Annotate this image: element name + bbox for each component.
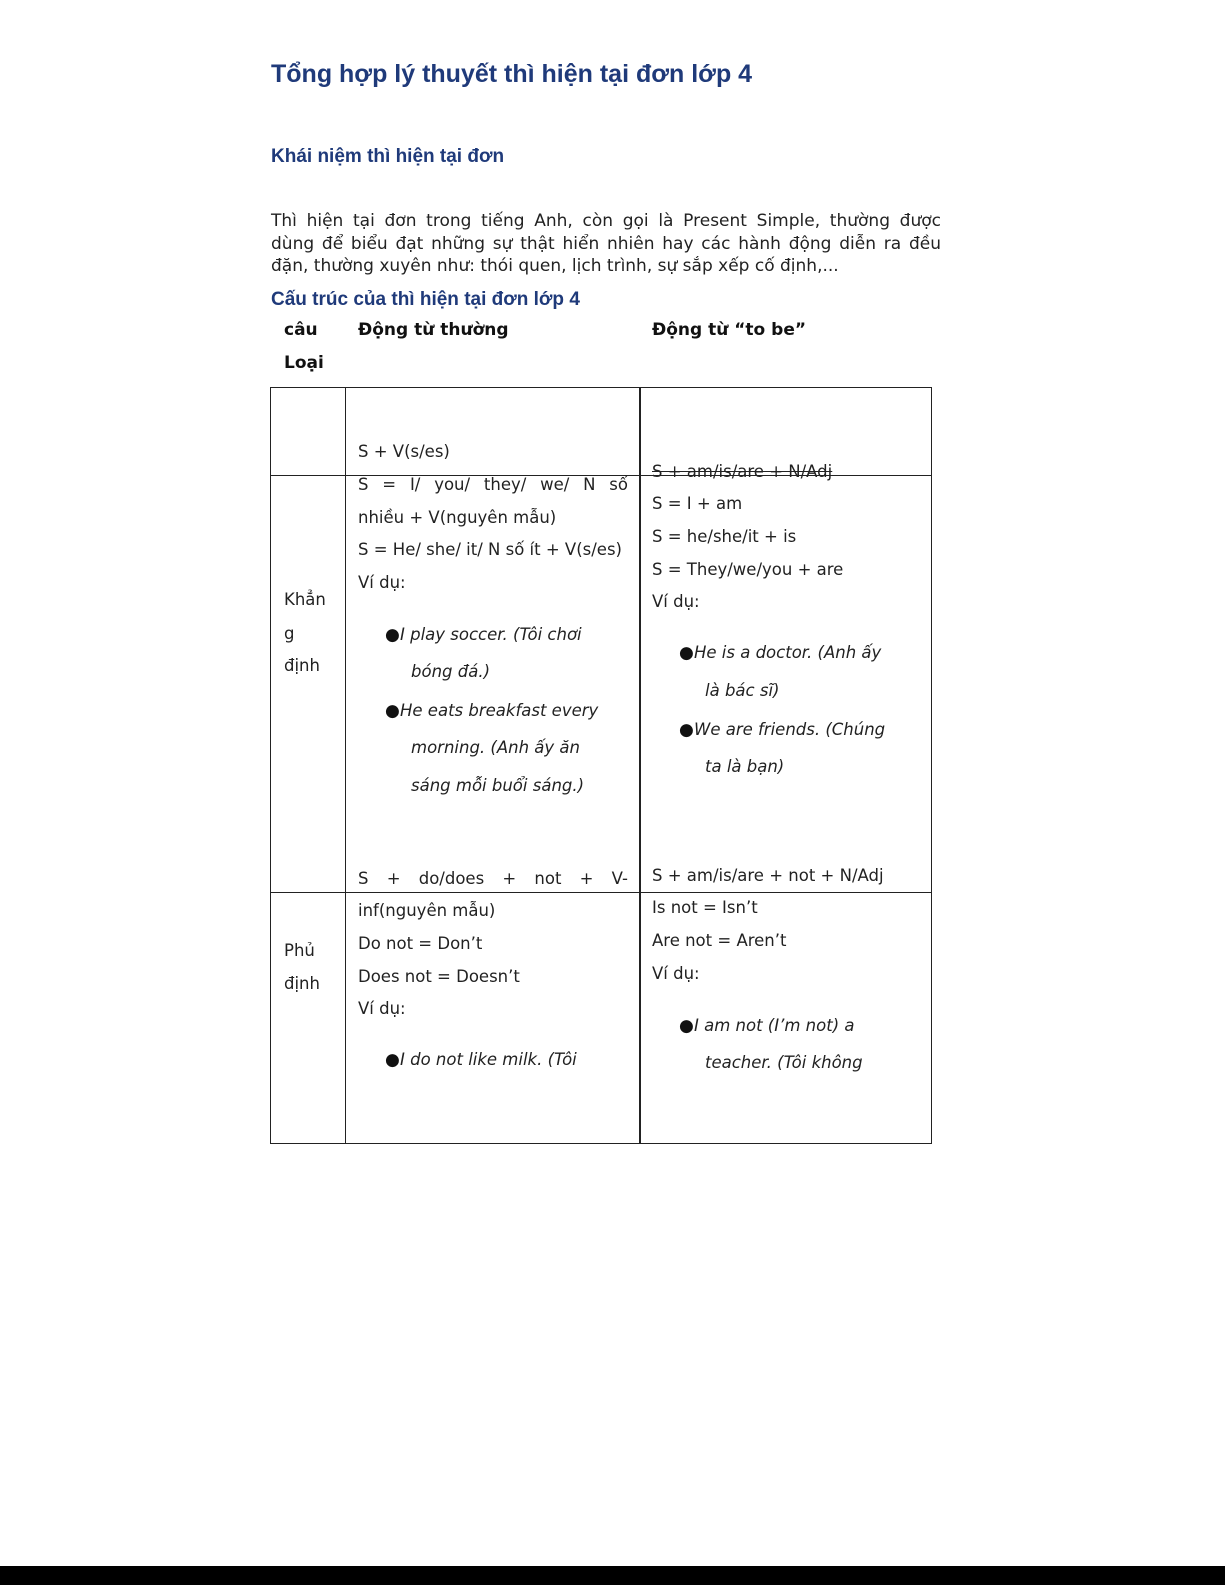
affirmative-regular-line1 <box>358 475 628 494</box>
header-col-regular-verb: Động từ thường <box>358 320 509 340</box>
affirmative-tobe-formula: S + am/is/are + N/Adj <box>652 462 833 481</box>
example-text: He is a doctor. (Anh ấy <box>694 643 882 662</box>
example-text: sáng mỗi buổi sáng.) <box>411 776 585 795</box>
negative-tobe-rule: Is not = Isn’t <box>652 898 758 917</box>
word: N <box>583 475 596 494</box>
affirmative-regular-line2: nhiều + V(nguyên mẫu) <box>358 508 557 527</box>
definition-line: đặn, thường xuyên như: thói quen, lịch trình, sự sắp xếp cố định,... <box>271 256 839 276</box>
row-label-affirmative-1: Khẳn <box>284 590 326 609</box>
bullet-icon: ● <box>679 643 694 663</box>
row-label-affirmative-2: g <box>284 624 295 643</box>
bullet-icon: ● <box>679 1016 694 1036</box>
row-label-affirmative-3: định <box>284 656 320 675</box>
affirmative-tobe-rule: S = he/she/it + is <box>652 527 797 546</box>
bullet-icon: ● <box>385 1050 400 1070</box>
example-text: morning. (Anh ấy ăn <box>411 738 580 757</box>
word: = <box>382 475 397 494</box>
example-text: I do not like milk. (Tôi <box>400 1050 577 1069</box>
word: do/does <box>418 869 485 888</box>
negative-regular-rule: Do not = Don’t <box>358 934 483 953</box>
example-text: teacher. (Tôi không <box>705 1053 863 1072</box>
word: I/ <box>409 475 421 494</box>
example-text: He eats breakfast every <box>400 701 599 720</box>
negative-regular-rule: Does not = Doesn’t <box>358 967 520 986</box>
section-heading-definition: Khái niệm thì hiện tại đơn <box>271 146 505 167</box>
bullet-icon: ● <box>385 701 400 721</box>
negative-regular-formula <box>358 869 628 888</box>
affirmative-tobe-rule: S = I + am <box>652 494 743 513</box>
word: S <box>358 869 369 888</box>
affirmative-regular-example-label: Ví dụ: <box>358 573 406 592</box>
affirmative-tobe-example-label: Ví dụ: <box>652 592 700 611</box>
negative-regular-line2: inf(nguyên mẫu) <box>358 901 496 920</box>
negative-tobe-formula: S + am/is/are + not + N/Adj <box>652 866 884 885</box>
word: S <box>358 475 369 494</box>
section-heading-structure: Cấu trúc của thì hiện tại đơn lớp 4 <box>271 289 580 310</box>
word: + <box>502 869 517 888</box>
example-text: ta là bạn) <box>705 757 785 776</box>
row-label-negative-2: định <box>284 974 320 993</box>
definition-line: Thì hiện tại đơn trong tiếng Anh, còn gọi là Present Simple, thường được <box>271 211 941 231</box>
header-col-to-be: Động từ “to be” <box>652 320 807 340</box>
affirmative-regular-line3: S = He/ she/ it/ N số ít + V(s/es) <box>358 540 622 559</box>
header-col0-bottom: Loại <box>284 353 324 373</box>
example-text: bóng đá.) <box>411 662 491 681</box>
negative-tobe-example-label: Ví dụ: <box>652 964 700 983</box>
example-text: I play soccer. (Tôi chơi <box>400 625 582 644</box>
affirmative-regular-formula: S + V(s/es) <box>358 442 450 461</box>
bullet-icon: ● <box>679 720 694 740</box>
page-title: Tổng hợp lý thuyết thì hiện tại đơn lớp 4 <box>271 60 753 88</box>
affirmative-tobe-rule: S = They/we/you + are <box>652 560 844 579</box>
word: số <box>609 475 628 494</box>
page-bottom-bar <box>0 1566 1225 1585</box>
word: we/ <box>540 475 570 494</box>
word: they/ <box>483 475 527 494</box>
bullet-icon: ● <box>385 625 400 645</box>
negative-tobe-rule: Are not = Aren’t <box>652 931 787 950</box>
word: not <box>534 869 562 888</box>
negative-regular-example-label: Ví dụ: <box>358 999 406 1018</box>
definition-paragraph <box>271 210 941 278</box>
header-col0-top: câu <box>284 320 318 340</box>
example-text: We are friends. (Chúng <box>694 720 886 739</box>
word: + <box>386 869 401 888</box>
example-text: I am not (I’m not) a <box>694 1016 855 1035</box>
example-text: là bác sĩ) <box>705 681 780 700</box>
row-label-negative-1: Phủ <box>284 941 315 960</box>
word: V- <box>611 869 628 888</box>
definition-line: dùng để biểu đạt những sự thật hiển nhiên hay các hành động diễn ra đều <box>271 233 941 254</box>
word: + <box>579 869 594 888</box>
word: you/ <box>434 475 471 494</box>
